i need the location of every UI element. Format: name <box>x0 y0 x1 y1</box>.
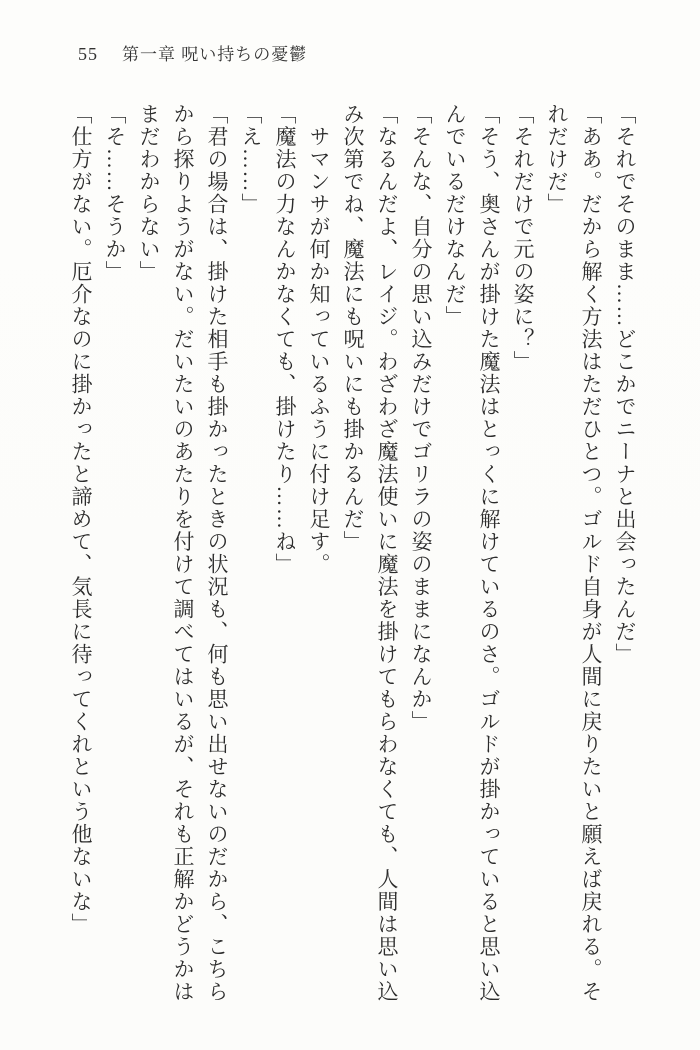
text-line: サマンサが何か知っているふうに付け足す。 <box>307 103 331 576</box>
text-line: 「それだけで元の姿に？」 <box>511 103 535 373</box>
page-header <box>78 40 307 65</box>
text-line: 「え……」 <box>239 103 263 216</box>
text-line: 「魔法の力なんかなくても、掛けたり……ね」 <box>273 103 297 576</box>
text-line: 「ああ。だから解く方法はただひとつ。ゴルド自身が人間に戻りたいと願えば戻れる。そ <box>579 103 603 1003</box>
text-line: 「君の場合は、掛けた相手も掛かったときの状況も、何も思い出せないのだから、こちら <box>205 103 229 1003</box>
text-line: み次第でね、魔法にも呪いにも掛かるんだ」 <box>341 103 365 553</box>
text-line: 「そう、奥さんが掛けた魔法はとっくに解けているのさ。ゴルドが掛かっていると思い込 <box>477 103 501 1003</box>
text-line: 「それでそのまま……どこかでニーナと出会ったんだ」 <box>613 103 637 666</box>
text-line: れだけだ」 <box>545 103 569 216</box>
text-line: 「仕方がない。厄介なのに掛かったと諦めて、気長に待ってくれという他ないな」 <box>69 103 93 936</box>
text-line: 「そんな、自分の思い込みだけでゴリラの姿のままになんか」 <box>409 103 433 733</box>
text-line: んでいるだけなんだ」 <box>443 103 467 328</box>
text-line: 「そ……そうか」 <box>103 103 127 283</box>
chapter-title: 第一章 呪い持ちの憂鬱 <box>122 45 308 64</box>
text-line: 「なるんだよ、レイジ。わざわざ魔法使いに魔法を掛けてもらわなくても、人間は思い込 <box>375 103 399 1003</box>
page-number: 55 <box>78 44 98 64</box>
text-line: まだわからない」 <box>137 103 161 283</box>
text-columns <box>58 103 642 1015</box>
text-line: から探りようがない。だいたいのあたりを付けて調べてはいるが、それも正解かどうかは <box>171 103 195 1003</box>
